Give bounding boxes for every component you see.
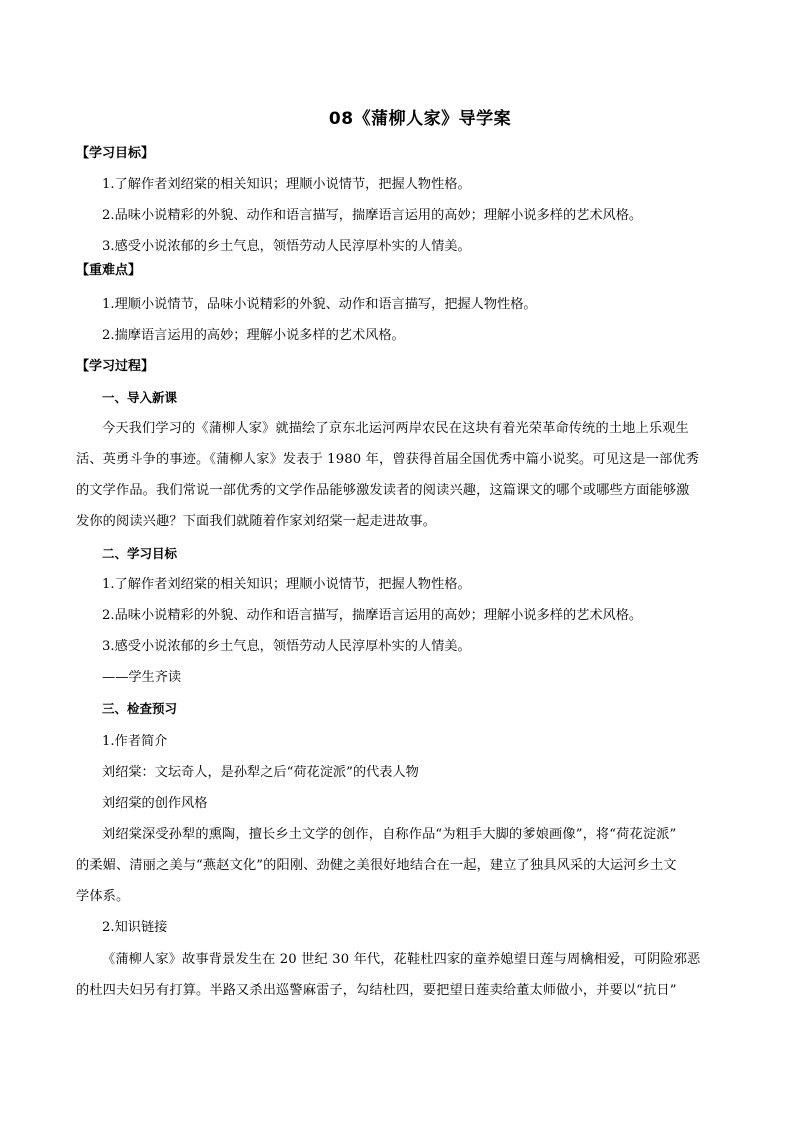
part2-item-3: 3.感受小说浓郁的乡土气息，领悟劳动人民淳厚朴实的人情美。 [102, 639, 471, 654]
part3-heading: 三、检查预习 [102, 701, 178, 716]
goal-item-1: 1.了解作者刘绍棠的相关知识；理顺小说情节，把握人物性格。 [102, 177, 471, 192]
style-line-3: 学体系。 [76, 889, 130, 904]
intro-line-3: 的文学作品。我们常说一部优秀的文学作品能够激发读者的阅读兴趣，这篇课文的哪个或哪些方面能够激 [76, 483, 690, 498]
keypoint-item-2: 2.揣摩语言运用的高妙；理解小说多样的艺术风格。 [102, 328, 405, 343]
keypoints-heading: 【重难点】 [76, 263, 142, 278]
style-heading: 刘绍棠的创作风格 [102, 796, 208, 811]
document-title: 08《蒲柳人家》导学案 [328, 109, 512, 129]
link-line-1: 《蒲柳人家》故事背景发生在 20 世纪 30 年代，花鞋杜四家的童养媳望日莲与周檎相爱，可阴险邪恶 [102, 952, 701, 967]
intro-line-1: 今天我们学习的《蒲柳人家》就描绘了京东北运河两岸农民在这块有着光荣革命传统的土地上乐观生 [102, 421, 689, 436]
part2-note: ——学生齐读 [102, 670, 182, 685]
goals-heading: 【学习目标】 [76, 146, 155, 161]
intro-line-2: 活、英勇斗争的事迹。《蒲柳人家》发表于 1980 年，曾获得首届全国优秀中篇小说奖。可见这是一部优秀 [76, 452, 700, 467]
part2-item-1: 1.了解作者刘绍棠的相关知识；理顺小说情节，把握人物性格。 [102, 577, 471, 592]
part1-heading: 一、导入新课 [102, 390, 178, 405]
link-heading: 2.知识链接 [102, 920, 168, 935]
keypoint-item-1: 1.理顺小说情节，品味小说精彩的外貌、动作和语言描写，把握人物性格。 [102, 297, 537, 312]
goal-item-2: 2.品味小说精彩的外貌、动作和语言描写，揣摩语言运用的高妙；理解小说多样的艺术风格。 [102, 208, 643, 223]
author-line: 刘绍棠：文坛奇人，是孙犁之后“荷花淀派”的代表人物 [102, 765, 419, 780]
intro-line-4: 发你的阅读兴趣？下面我们就随着作家刘绍棠一起走进故事。 [76, 514, 437, 529]
style-line-1: 刘绍棠深受孙犁的熏陶，擅长乡土文学的创作，自称作品“为粗手大脚的爹娘画像”，将“荷花淀派” [102, 827, 677, 842]
goal-item-3: 3.感受小说浓郁的乡土气息，领悟劳动人民淳厚朴实的人情美。 [102, 239, 471, 254]
part2-heading: 二、学习目标 [102, 546, 178, 561]
process-heading: 【学习过程】 [76, 359, 155, 374]
part2-item-2: 2.品味小说精彩的外貌、动作和语言描写，揣摩语言运用的高妙；理解小说多样的艺术风格。 [102, 608, 643, 623]
style-line-2: 的柔媚、清丽之美与“燕赵文化”的阳刚、劲健之美很好地结合在一起，建立了独具风采的大运河乡土文 [76, 858, 677, 873]
author-heading: 1.作者简介 [102, 734, 168, 749]
link-line-2: 的杜四夫妇另有打算。半路又杀出巡警麻雷子，勾结杜四，要把望日莲卖给董太师做小，并要以“抗日” [76, 983, 677, 998]
